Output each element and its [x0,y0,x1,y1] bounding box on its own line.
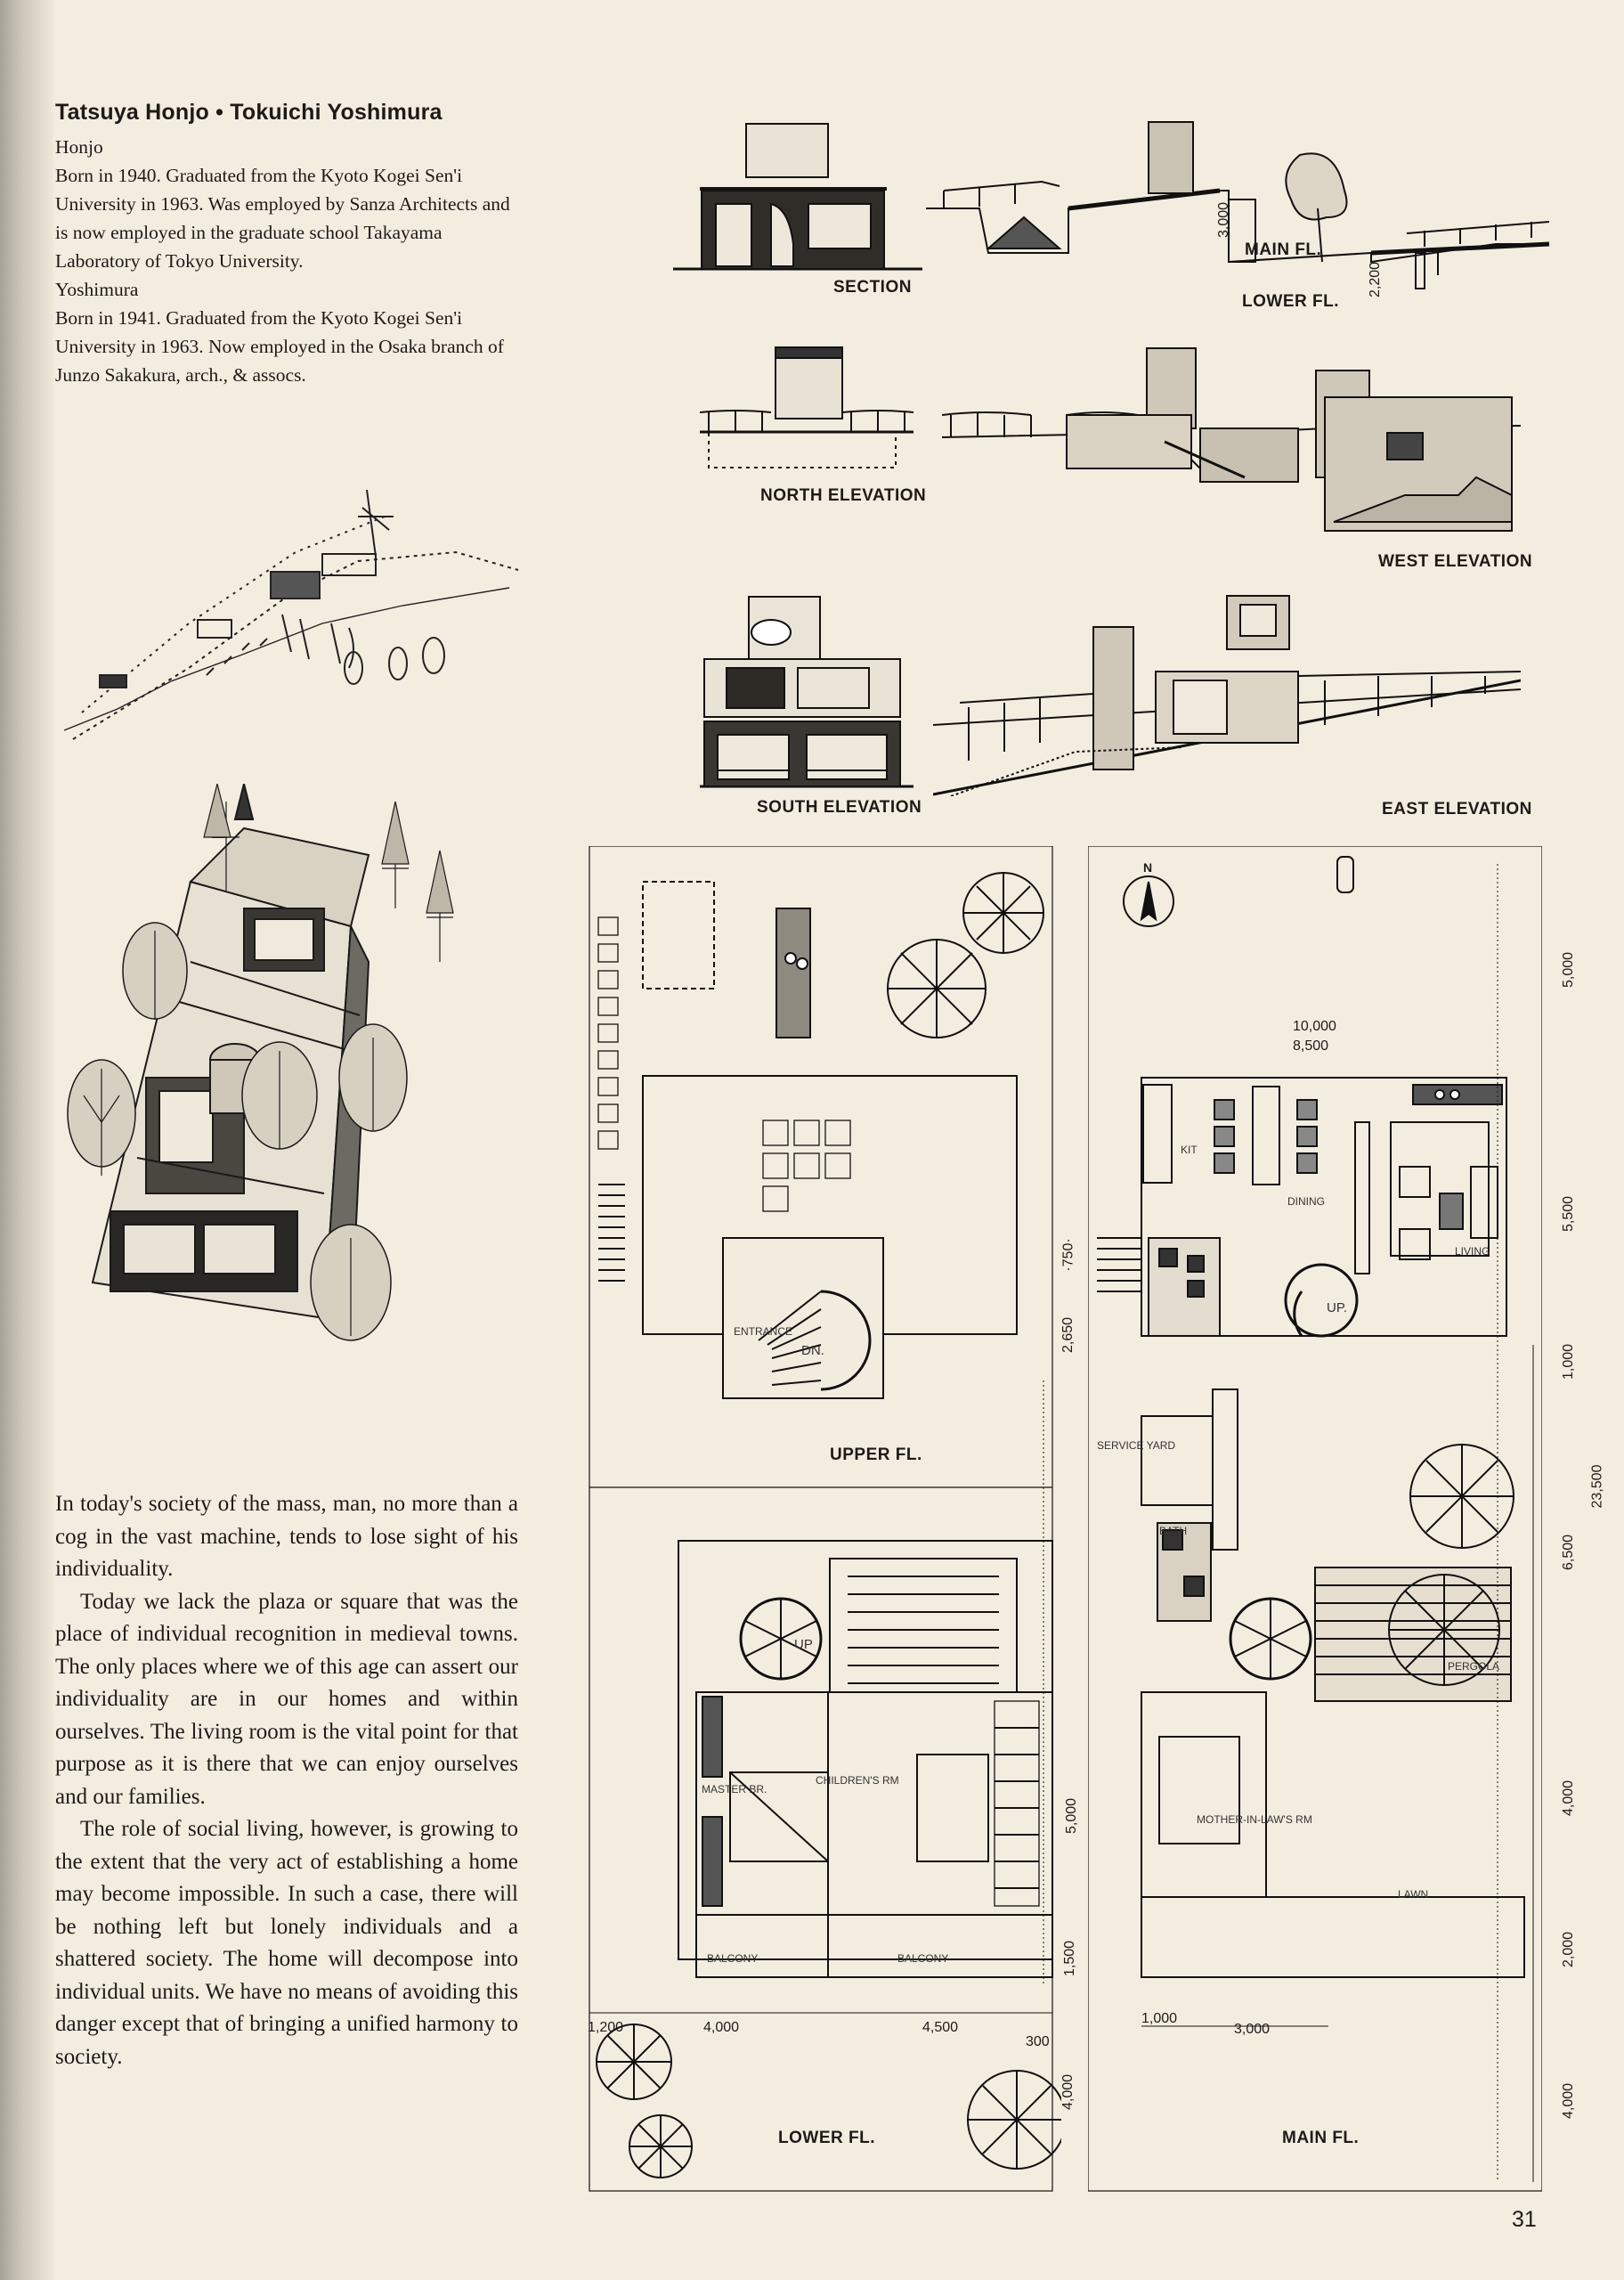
dimension-5000-lower: 5,000 [1064,1797,1080,1835]
main-fl-label: MAIN FL. [1282,2129,1360,2147]
west-elevation-drawing [942,344,1521,540]
room-living: LIVING [1455,1245,1490,1258]
dimension-2000: 2,000 [1561,1931,1577,1968]
room-bath: BATH [1159,1525,1188,1537]
lower-fl-label: LOWER FL. [778,2129,875,2147]
dimension-3000-bottom: 3,000 [1234,2022,1271,2037]
room-dn: DN. [801,1343,824,1358]
room-balcony-right: BALCONY [897,1952,949,1965]
room-balcony-left: BALCONY [707,1952,759,1965]
room-service-yard: SERVICE YARD [1097,1439,1176,1452]
dimension-1000-side: 1,000 [1561,1343,1577,1380]
north-elevation-drawing [700,343,914,485]
dimension-6500: 6,500 [1561,1534,1577,1571]
page-number: 31 [1512,2207,1537,2232]
dimension-4000-bottom: 4,000 [1561,2082,1577,2120]
room-kit: KIT [1181,1144,1198,1156]
dimension-5500: 5,500 [1561,1195,1577,1233]
dimension-4000-main: 4,000 [1561,1779,1577,1817]
room-pergola: PERGOLA [1448,1660,1500,1673]
dimension-1200: 1,200 [588,2020,624,2035]
architect-names: Tatsuya Honjo • Tokuichi Yoshimura [55,100,443,125]
lower-fl-tag: LOWER FL. [1242,292,1339,311]
dimension-23500: 23,500 [1589,1464,1605,1509]
book-spine-shadow [0,0,53,2280]
room-dining: DINING [1287,1195,1325,1208]
section-label: SECTION [833,278,912,297]
dimension-4000-lower-side: 4,000 [1060,2073,1076,2111]
south-elevation-label: SOUTH ELEVATION [757,798,922,817]
dimension-300: 300 [1026,2034,1050,2049]
room-up-main: UP. [1327,1300,1348,1315]
north-arrow-letter: N [1143,860,1153,875]
room-entrance: ENTRANCE [734,1325,793,1338]
dimension-4500: 4,500 [922,2020,959,2035]
dimension-8500: 8,500 [1293,1038,1329,1054]
essay-paragraph: In today's society of the mass, man, no more than a cog in the vast machine, tends to lose sight of his individuality. [55,1492,518,1581]
upper-fl-label: UPPER FL. [830,1445,922,1464]
dimension-3000: 3,000 [1216,201,1232,239]
room-lawn: LAWN [1398,1888,1429,1901]
upper-and-lower-floor-plans [581,846,1061,2200]
room-mother-in-law: MOTHER-IN-LAW'S RM [1197,1813,1312,1826]
east-elevation-label: EAST ELEVATION [1382,800,1532,818]
north-elevation-label: NORTH ELEVATION [760,486,927,505]
bio-honjo-label: Honjo [55,136,103,158]
essay-text [55,1488,518,2073]
aerial-perspective-drawing [57,784,556,1398]
east-elevation-drawing [933,591,1521,796]
west-elevation-label: WEST ELEVATION [1378,552,1533,571]
architect-bio [55,100,518,389]
section-drawing [673,119,922,280]
dimension-1000-bottom: 1,000 [1141,2011,1178,2026]
bio-yoshimura-text: Born in 1941. Graduated from the Kyoto Kogei Sen'i University in 1963. Now employed in the Osaka branch of Junzo Sakakura, arch., & assocs. [55,307,504,386]
dimension-10000: 10,000 [1293,1019,1336,1034]
room-up-lower: UP [794,1637,813,1652]
long-section-drawing [926,119,1549,324]
essay-paragraph: The role of social living, however, is growing to the extent that the very act of establishing a home may become impossible. In such a case, there will be nothing left but lonely individuals and a shattered society. The home will decompose into individual units. We have no means of avoiding this danger except that of bringing a unified harmony to society. [55,1817,518,2069]
dimension-4000-lower: 4,000 [703,2020,740,2035]
main-fl-tag: MAIN FL. [1245,240,1322,259]
bio-honjo-text: Born in 1940. Graduated from the Kyoto Kogei Sen'i University in 1963. Was employed by Sanza Architects and is now employed in the graduate school Takayama Laboratory of Tokyo University. [55,165,510,272]
dimension-2650: 2,650 [1060,1316,1076,1354]
room-master-br: MASTER BR. [702,1783,767,1796]
dimension-1500: 1,500 [1062,1940,1078,1977]
dimension-2200: 2,200 [1368,261,1384,298]
south-elevation-drawing [700,592,914,793]
room-childrens-rm: CHILDREN'S RM [816,1774,899,1787]
dimension-750: ·750· [1060,1238,1076,1272]
bio-yoshimura-label: Yoshimura [55,279,139,300]
essay-paragraph: Today we lack the plaza or square that was the place of individual recognition in medieval towns. The only places where we of this age can assert our individuality are in our homes and within ourselves. The living room is the vital point for that purpose as it is there that we can enjoy ourselves and our families. [55,1589,518,1809]
site-perspective-sketch [64,445,527,748]
dimension-5000-main: 5,000 [1561,951,1577,989]
